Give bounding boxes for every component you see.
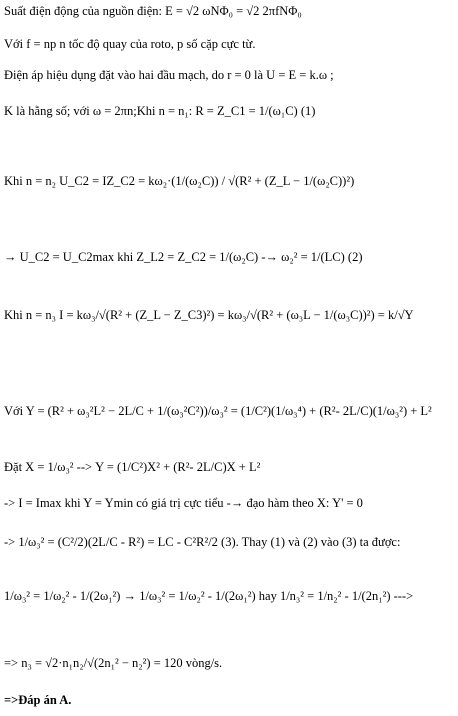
text-line-12: 1/ω₃² = 1/ω₂² - 1/(2ω₁²) → 1/ω₃² = 1/ω₂² - 1/(2ω₁²) hay 1/n₃² = 1/n₂² - 1/(2n₁²) --->	[4, 589, 414, 603]
text-line-4: K là hằng số; với ω = 2πn;Khi n = n₁: R = Z_C1 = 1/(ω₁C) (1)	[4, 104, 316, 118]
text-line-1: Suất điện động của nguồn điện: E = √2 ωNΦ₀ = √2 2πfNΦ₀	[4, 4, 302, 18]
text-line-7: Khi n = n₃ I = kω₃/√(R² + (Z_L − Z_C3)²) = kω₃/√(R² + (ω₃L − 1/(ω₃C))²) = k/√Y	[4, 308, 414, 322]
text-line-8: Với Y = (R² + ω₃²L² − 2L/C + 1/(ω₃²C²))/ω₃² = (1/C²)(1/ω₃⁴) + (R²- 2L/C)(1/ω₃²) + L²	[4, 404, 432, 418]
text-line-13: => n₃ = √2·n₁n₂/√(2n₁² − n₂²) = 120 vòng/s.	[4, 656, 223, 670]
text-line-5: Khi n = n₂ U_C2 = IZ_C2 = kω₂·(1/(ω₂C)) / √(R² + (Z_L − 1/(ω₂C))²)	[4, 174, 355, 188]
text-line-9: Đặt X = 1/ω₃² --> Y = (1/C²)X² + (R²- 2L/C)X + L²	[4, 460, 261, 474]
text-line-14: =>Đáp án A.	[4, 693, 72, 707]
text-line-2: Với f = np n tốc độ quay của roto, p số cặp cực từ.	[4, 37, 256, 51]
text-line-10: -> I = Imax khi Y = Ymin có giá trị cực tiểu -→ đạo hàm theo X: Y' = 0	[4, 496, 363, 510]
text-line-11: -> 1/ω₃² = (C²/2)(2L/C - R²) = LC - C²R²/2 (3). Thay (1) và (2) vào (3) ta được:	[4, 535, 401, 549]
text-line-6: → U_C2 = U_C2max khi Z_L2 = Z_C2 = 1/(ω₂C) -→ ω₂² = 1/(LC) (2)	[4, 250, 363, 264]
text-line-3: Điện áp hiệu dụng đặt vào hai đầu mạch, do r = 0 là U = E = k.ω ;	[4, 68, 334, 82]
